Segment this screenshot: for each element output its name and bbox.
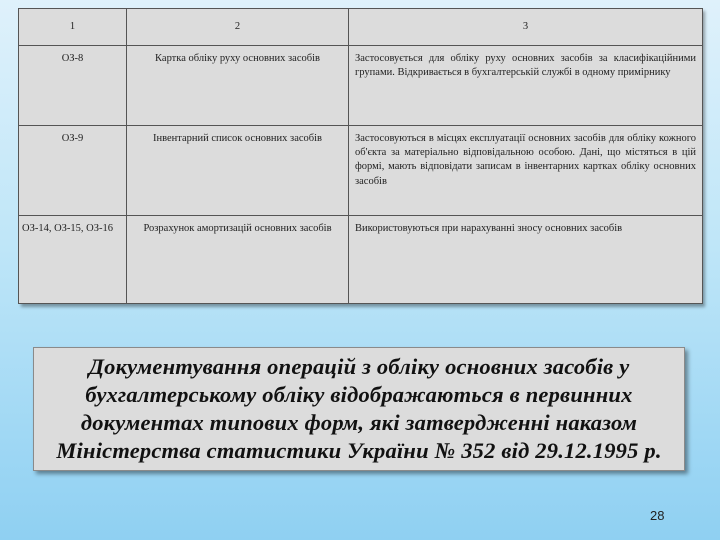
form-name: Розрахунок амортизацій основних засобів xyxy=(127,216,349,304)
header-cell-1: 1 xyxy=(19,9,127,46)
forms-table-container xyxy=(18,8,702,304)
table-header-row xyxy=(19,9,703,46)
form-name: Інвентарний список основних засобів xyxy=(127,126,349,216)
table-row xyxy=(19,46,703,126)
page-number: 28 xyxy=(650,508,665,523)
summary-note-box xyxy=(33,347,685,471)
form-description: Застосовується для обліку руху основних засобів за класифікаційними групами. Відкривається в бухгалтерській службі в одному примірнику xyxy=(349,46,703,126)
form-code: ОЗ-8 xyxy=(19,46,127,126)
form-code: ОЗ-14, ОЗ-15, ОЗ-16 xyxy=(19,216,127,304)
form-code: ОЗ-9 xyxy=(19,126,127,216)
table-row xyxy=(19,216,703,304)
forms-table xyxy=(18,8,703,304)
form-description: Застосовуються в місцях експлуатації основних засобів для обліку кожного об'єкта за матеріально відповідальною особою. Дані, що містяться в цій формі, мають відповідати записам в інвентарних картках обліку основних засобів xyxy=(349,126,703,216)
form-name: Картка обліку руху основних засобів xyxy=(127,46,349,126)
summary-note-text: Документування операцій з обліку основних засобів у бухгалтерському обліку відображаються в первинних документах типових форм, які затвердженні наказом Міністерства статистики України № 352 від 29.12.1995 р. xyxy=(56,354,662,463)
table-row xyxy=(19,126,703,216)
header-cell-3: 3 xyxy=(349,9,703,46)
header-cell-2: 2 xyxy=(127,9,349,46)
form-description: Використовуються при нарахуванні зносу основних засобів xyxy=(349,216,703,304)
